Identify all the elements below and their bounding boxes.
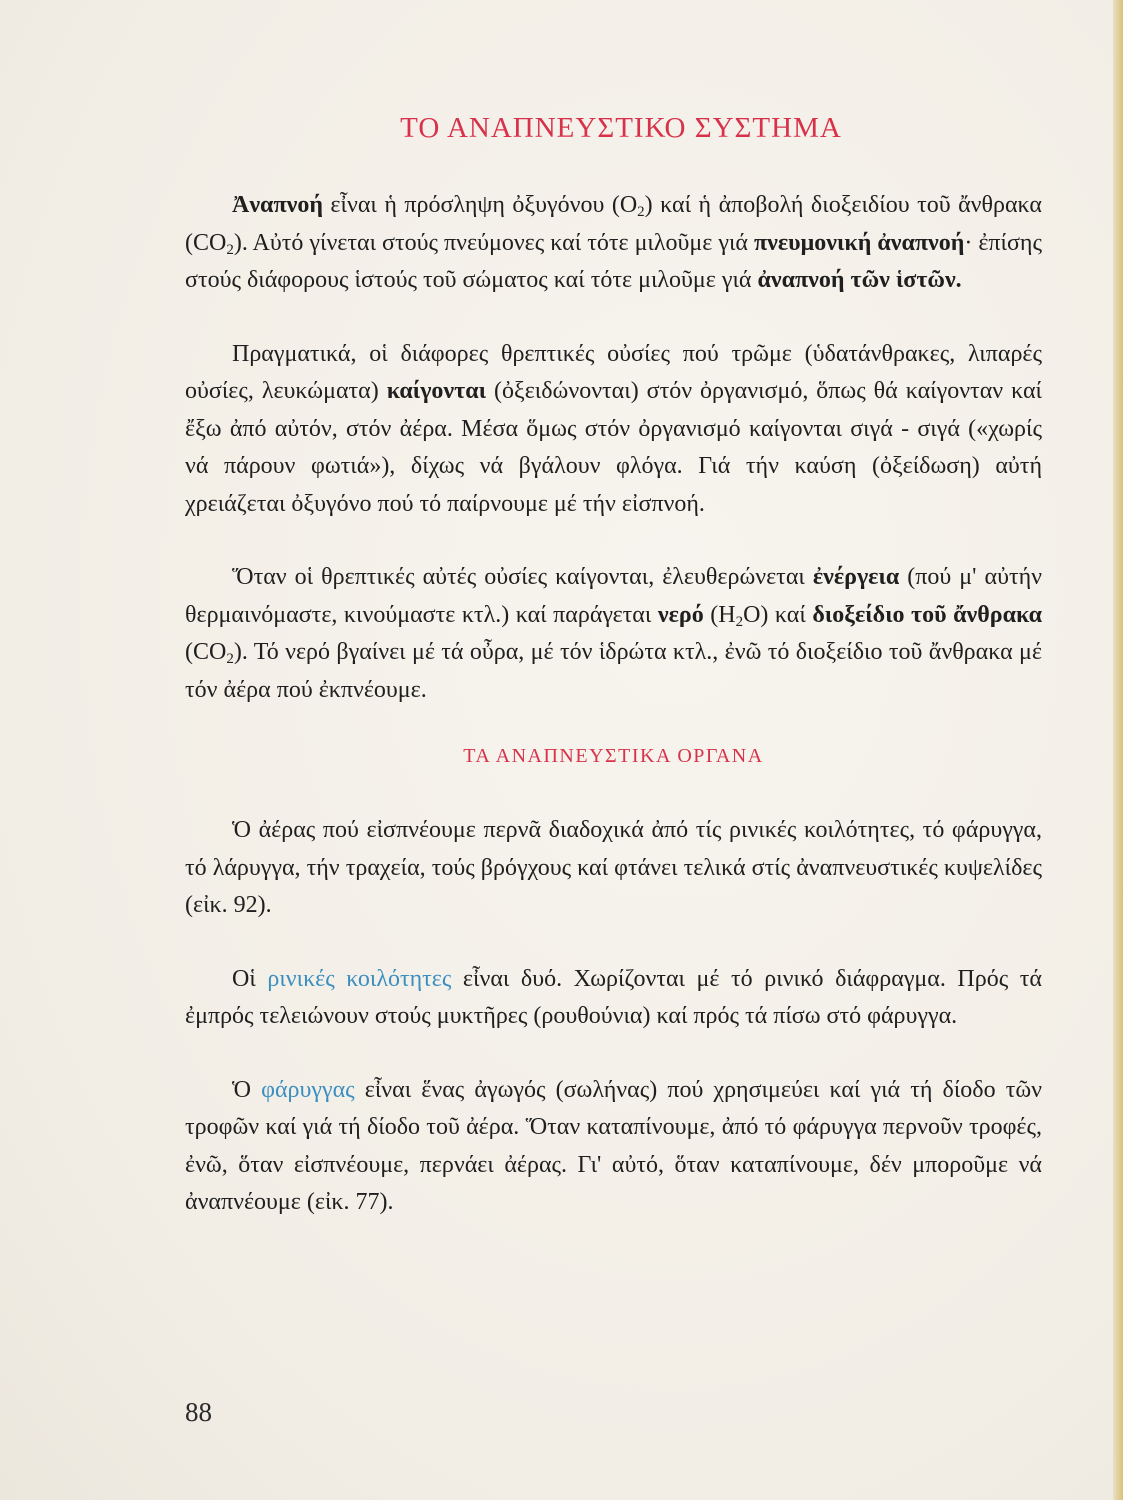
text: ). Αὐτό γίνεται στούς πνεύμονες καί τότε μιλοῦμε γιά: [233, 229, 755, 256]
text: εἶναι ἕνας ἀγωγός (σωλήνας) πού χρησιμεύει καί γιά τή δίοδο τῶν τροφῶν καί γιά τή δίοδο τοῦ ἀέρα. Ὅταν καταπίνουμε, ἀπό τό φάρυγγα περνοῦν τροφές, ἐνῶ, ὅταν εἰσπνέουμε, περνάει ἀέρας. Γι' αὐτό, ὅταν καταπίνουμε, δέν μποροῦμε νά ἀναπνέουμε (εἰκ. 77).: [185, 1076, 1043, 1215]
text: · ἐπίσης στούς διάφορους ἱστούς τοῦ σώματος καί τότε μιλοῦμε γιά: [185, 229, 1042, 293]
text: Πραγματικά, οἱ διάφορες θρεπτικές οὐσίες πού τρῶμε (ὑδατάνθρακες, λιπαρές οὐσίες, λευκώματα): [185, 340, 1042, 404]
bold-term-energy: ἐνέργεια: [812, 564, 900, 590]
text: (CO: [185, 639, 227, 665]
subscript: 2: [735, 613, 744, 630]
bold-term-carbon-dioxide: διοξείδιο τοῦ ἄνθρακα: [812, 601, 1043, 628]
text: (H: [703, 601, 736, 628]
text: Ὅταν οἱ θρεπτικές αὐτές οὐσίες καίγονται, ἐλευθερώνεται: [232, 564, 813, 590]
text: O) καί: [743, 601, 813, 628]
page-content: [185, 112, 1042, 1258]
subscript: 2: [637, 204, 645, 220]
text: εἶναι δυό. Χωρίζονται μέ τό ρινικό διάφραγμα. Πρός τά ἐμπρός τελειώνουν στούς μυκτῆρες (ρουθούνια) καί πρός τά πίσω στό φάρυγγα.: [185, 965, 1042, 1029]
text: (πού μ' αὐτήν θερμαινόμαστε, κινούμαστε κτλ.) καί παράγεται: [185, 564, 1042, 628]
paragraph-pharynx: [185, 1072, 1042, 1222]
text: ). Τό νερό βγαίνει μέ τά οὖρα, μέ τόν ἱδρώτα κτλ., ἐνῶ τό διοξείδιο τοῦ ἄνθρακα μέ τόν ἀέρα πού ἐκπνέουμε.: [185, 639, 1042, 703]
text: ) καί ἡ ἀποβολή διοξειδίου τοῦ ἄνθρακα (CO: [185, 192, 1043, 256]
bold-term-anapnoi: Ἀναπνοή: [232, 192, 323, 218]
paragraph-respiration-definition: [185, 187, 1042, 300]
term-pharynx: φάρυγγας: [261, 1076, 355, 1103]
paragraph-air-path: [185, 812, 1042, 925]
page-number: 88: [185, 1397, 212, 1427]
text: εἶναι ἡ πρόσληψη ὀξυγόνου (O: [322, 192, 638, 218]
chapter-title: ΤΟ ΑΝΑΠΝΕΥΣΤΙΚΟ ΣΥΣΤΗΜΑ: [400, 112, 842, 144]
bold-term-tissue-respiration: ἀναπνοή τῶν ἱστῶν.: [757, 267, 962, 293]
page-edge: [1113, 0, 1123, 1500]
text: Ὁ: [232, 1076, 262, 1103]
bold-term-water: νερό: [657, 601, 704, 628]
text: Ὁ ἀέρας πού εἰσπνέουμε περνᾶ διαδοχικά ἀπό τίς ρινικές κοιλότητες, τό φάρυγγα, τό λάρυγγα, τήν τραχεία, τούς βρόγχους καί φτάνει τελικά στίς ἀναπνευστικές κυψελίδες (εἰκ. 92).: [185, 817, 1042, 918]
term-nasal-cavities: ρινικές κοιλότητες: [267, 965, 452, 992]
paragraph-combustion: [185, 336, 1042, 524]
bold-term-pulmonary-respiration: πνευμονική ἀναπνοή: [754, 229, 965, 256]
text: (ὀξειδώνονται) στόν ὀργανισμό, ὅπως θά καίγονταν καί ἔξω ἀπό αὐτόν, στόν ἀέρα. Μέσα ὅμως στόν ὀργανισμό καίγονται σιγά - σιγά («χωρίς νά πάρουν φωτιά»), δίχως νά βγάλουν φλόγα. Γιά τήν καύση (ὀξείδωση) αὐτή χρειάζεται ὀξυγόνο πού τό παίρνουμε μέ τήν εἰσπνοή.: [185, 378, 1043, 517]
text: Οἱ: [232, 965, 268, 992]
bold-term-burned: καίγονται: [386, 378, 487, 404]
subscript: 2: [226, 241, 234, 258]
paragraph-nasal-cavities: [185, 961, 1042, 1036]
paragraph-energy: [185, 559, 1042, 709]
subscript: 2: [226, 651, 234, 667]
section-subtitle: ΤΑ ΑΝΑΠΝΕΥΣΤΙΚΑ ΟΡΓΑΝΑ: [463, 745, 764, 767]
